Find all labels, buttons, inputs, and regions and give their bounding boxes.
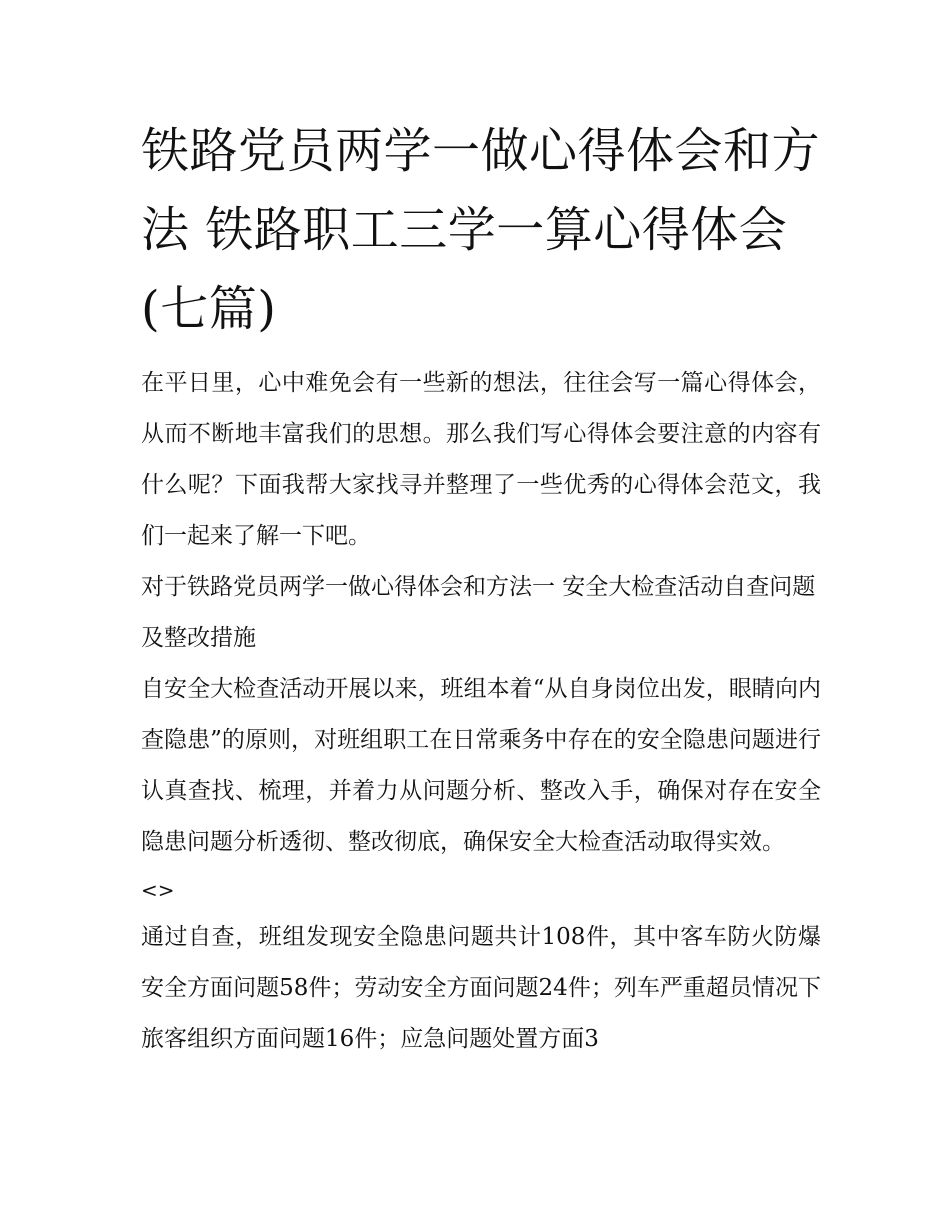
intro-paragraph: 在平日里，心中难免会有一些新的想法，往往会写一篇心得体会，从而不断地丰富我们的思想。那么我们写心得体会要注意的内容有什么呢？下面我帮大家找寻并整理了一些优秀的心得体会范文，我们一起来了解一下吧。 xyxy=(141,370,821,549)
title-block xyxy=(141,112,821,349)
section-heading: 对于铁路党员两学一做心得体会和方法一 安全大检查活动自查问题及整改措施 xyxy=(141,574,816,651)
document-title: 铁路党员两学一做心得体会和方法 铁路职工三学一算心得体会(七篇) xyxy=(141,123,821,337)
placeholder-marker: <> xyxy=(141,878,175,902)
document-page xyxy=(141,112,821,1065)
body-paragraph-2: 通过自查，班组发现安全隐患问题共计108件，其中客车防火防爆安全方面问题58件；劳动安全方面问题24件；列车严重超员情况下旅客组织方面问题16件；应急问题处置方面3 xyxy=(141,924,821,1052)
body-paragraph-1: 自安全大检查活动开展以来，班组本着“从自身岗位出发，眼睛向内查隐患”的原则，对班组职工在日常乘务中存在的安全隐患问题进行认真查找、梳理，并着力从问题分析、整改入手，确保对存在安全隐患问题分析透彻、整改彻底，确保安全大检查活动取得实效。 xyxy=(141,676,821,855)
